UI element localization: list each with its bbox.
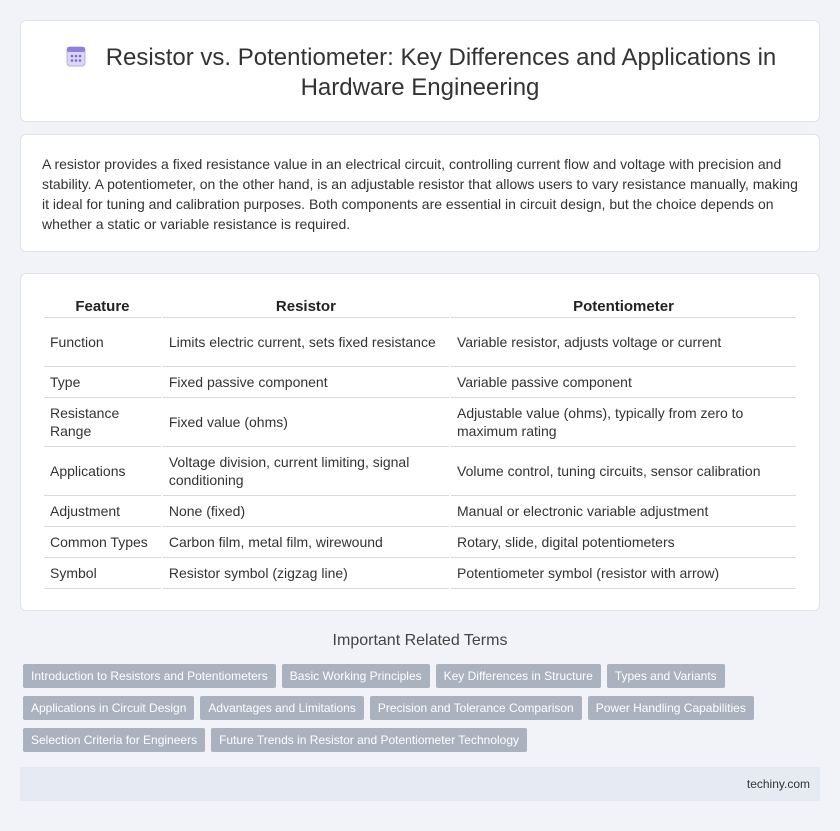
table-cell: Type bbox=[44, 367, 161, 398]
related-tag[interactable]: Applications in Circuit Design bbox=[23, 696, 194, 720]
related-tag[interactable]: Precision and Tolerance Comparison bbox=[370, 696, 582, 720]
table-cell: Rotary, slide, digital potentiometers bbox=[451, 527, 796, 558]
related-tag[interactable]: Basic Working Principles bbox=[282, 664, 430, 688]
related-tag[interactable]: Introduction to Resistors and Potentiometers bbox=[23, 664, 276, 688]
table-cell: Resistance Range bbox=[44, 398, 161, 447]
title-line-1: Resistor vs. Potentiometer: Key Differences and Applications in bbox=[105, 44, 777, 71]
table-cell: Variable passive component bbox=[451, 367, 796, 398]
table-cell: Manual or electronic variable adjustment bbox=[451, 496, 796, 527]
comparison-table bbox=[42, 294, 798, 589]
related-tag[interactable]: Future Trends in Resistor and Potentiometer Technology bbox=[211, 728, 527, 752]
related-tag[interactable]: Power Handling Capabilities bbox=[588, 696, 754, 720]
related-terms-tags bbox=[23, 664, 823, 760]
intro-card bbox=[20, 134, 820, 252]
table-cell: Limits electric current, sets fixed resistance bbox=[163, 318, 449, 367]
header-potentiometer: Potentiometer bbox=[451, 294, 796, 318]
table-cell: Variable resistor, adjusts voltage or current bbox=[451, 318, 796, 367]
related-tag[interactable]: Selection Criteria for Engineers bbox=[23, 728, 205, 752]
table-row bbox=[44, 318, 796, 367]
table-header-row bbox=[44, 294, 796, 318]
table-cell: Fixed passive component bbox=[163, 367, 449, 398]
related-tag[interactable]: Key Differences in Structure bbox=[436, 664, 601, 688]
table-cell: Function bbox=[44, 318, 161, 367]
table-row bbox=[44, 496, 796, 527]
comparison-card bbox=[20, 273, 820, 611]
table-row bbox=[44, 527, 796, 558]
table-row bbox=[44, 398, 796, 447]
related-terms-title: Important Related Terms bbox=[332, 632, 508, 649]
table-cell: Applications bbox=[44, 447, 161, 496]
table-cell: Adjustment bbox=[44, 496, 161, 527]
table-row bbox=[44, 447, 796, 496]
header-resistor: Resistor bbox=[163, 294, 449, 318]
table-cell: Adjustable value (ohms), typically from zero to maximum rating bbox=[451, 398, 796, 447]
table-cell: Potentiometer symbol (resistor with arrow) bbox=[451, 558, 796, 589]
table-cell: Volume control, tuning circuits, sensor calibration bbox=[451, 447, 796, 496]
intro-text: A resistor provides a fixed resistance value in an electrical circuit, controlling current flow and voltage with precision and stability. A potentiometer, on the other hand, is an adjustable resistor that allows users to vary resistance manually, making it ideal for tuning and calibration purposes. Both components are essential in circuit design, but the choice depends on whether a static or variable resistance is required. bbox=[42, 156, 798, 232]
table-row bbox=[44, 367, 796, 398]
table-cell: Carbon film, metal film, wirewound bbox=[163, 527, 449, 558]
table-cell: Symbol bbox=[44, 558, 161, 589]
page-title bbox=[21, 43, 819, 103]
title-line-2: Hardware Engineering bbox=[300, 74, 540, 101]
table-cell: Voltage division, current limiting, signal conditioning bbox=[163, 447, 449, 496]
related-tag[interactable]: Types and Variants bbox=[607, 664, 725, 688]
related-tag[interactable]: Advantages and Limitations bbox=[200, 696, 363, 720]
table-row bbox=[44, 558, 796, 589]
calendar-icon bbox=[64, 44, 88, 68]
footer-site[interactable]: techiny.com bbox=[746, 777, 810, 791]
footer bbox=[20, 767, 820, 801]
table-cell: Common Types bbox=[44, 527, 161, 558]
table-cell: None (fixed) bbox=[163, 496, 449, 527]
table-cell: Fixed value (ohms) bbox=[163, 398, 449, 447]
header-feature: Feature bbox=[44, 294, 161, 318]
title-card bbox=[20, 20, 820, 122]
table-cell: Resistor symbol (zigzag line) bbox=[163, 558, 449, 589]
